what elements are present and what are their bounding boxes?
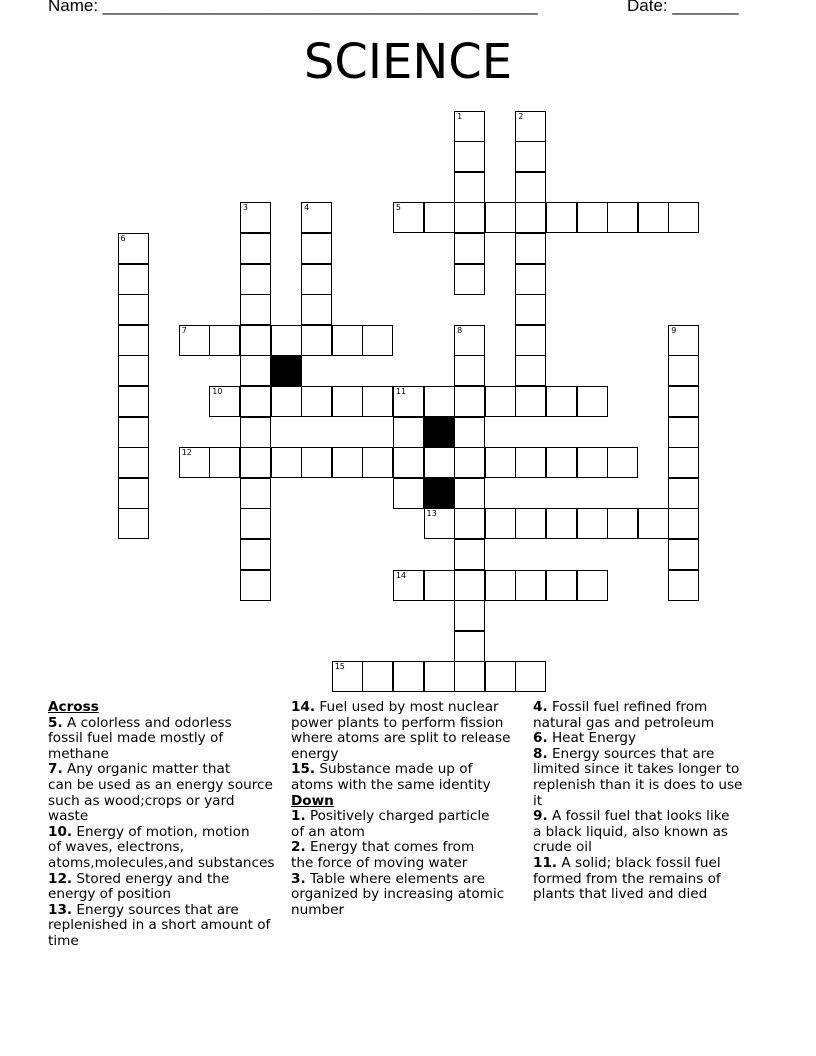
crossword-cell[interactable] — [240, 386, 271, 417]
crossword-cell[interactable] — [209, 325, 240, 356]
clue-number-label: 15 — [334, 662, 345, 672]
crossword-cell[interactable] — [485, 570, 516, 601]
crossword-cell[interactable] — [454, 386, 485, 417]
clue-number-label: 13 — [426, 509, 437, 519]
date-field[interactable]: Date: _______ — [627, 0, 739, 15]
clue-number: 4. — [533, 699, 548, 715]
crossword-cell[interactable] — [393, 417, 424, 448]
clue-text: Stored energy and the energy of position — [48, 870, 230, 903]
clue-number-label: 12 — [181, 448, 192, 458]
crossword-cell[interactable] — [577, 447, 608, 478]
clue-item — [533, 731, 773, 747]
name-field[interactable]: Name: ______________________________________________ — [48, 0, 538, 15]
crossword-cell[interactable] — [118, 508, 149, 539]
crossword-cell[interactable] — [240, 570, 271, 601]
crossword-cell[interactable] — [454, 631, 485, 662]
clue-text: Fuel used by most nuclear power plants to perform fission where atoms are split to release energy — [291, 699, 511, 762]
crossword-cell[interactable] — [179, 325, 210, 356]
crossword-cell[interactable] — [454, 355, 485, 386]
crossword-cell[interactable] — [515, 141, 546, 172]
crossword-cell[interactable] — [118, 417, 149, 448]
crossword-cell[interactable] — [362, 325, 393, 356]
crossword-cell[interactable] — [424, 661, 455, 692]
crossword-cell[interactable] — [668, 417, 699, 448]
clue-number-label: 6 — [120, 233, 126, 243]
crossword-cell[interactable] — [454, 111, 485, 142]
crossword-cell[interactable] — [577, 508, 608, 539]
clue-text: Energy of motion, motion of waves, electrons, atoms,molecules,and substances — [48, 823, 275, 871]
crossword-cell[interactable] — [271, 386, 302, 417]
crossword-cell[interactable] — [301, 447, 332, 478]
clue-text: Energy that comes from the force of moving water — [291, 839, 475, 871]
crossword-cell[interactable] — [515, 570, 546, 601]
crossword-cell[interactable] — [515, 386, 546, 417]
crossword-cell[interactable] — [424, 447, 455, 478]
crossword-cell[interactable] — [393, 447, 424, 478]
crossword-cell[interactable] — [240, 294, 271, 325]
crossword-cell[interactable] — [240, 233, 271, 264]
crossword-block — [424, 417, 455, 448]
crossword-cell[interactable] — [240, 508, 271, 539]
crossword-cell[interactable] — [485, 202, 516, 233]
crossword-cell[interactable] — [454, 325, 485, 356]
page-title: SCIENCE — [303, 34, 513, 90]
crossword-cell[interactable] — [118, 447, 149, 478]
crossword-cell[interactable] — [332, 386, 363, 417]
crossword-cell[interactable] — [577, 202, 608, 233]
clue-number: 9. — [533, 808, 548, 825]
crossword-cell[interactable] — [118, 478, 149, 509]
clue-number-label: 9 — [671, 325, 677, 335]
crossword-cell[interactable] — [240, 417, 271, 448]
crossword-cell[interactable] — [454, 447, 485, 478]
crossword-cell[interactable] — [240, 447, 271, 478]
crossword-cell[interactable] — [271, 325, 302, 356]
crossword-cell[interactable] — [668, 202, 699, 233]
crossword-cell[interactable] — [393, 570, 424, 601]
crossword-cell[interactable] — [271, 447, 302, 478]
crossword-cell[interactable] — [515, 202, 546, 233]
crossword-cell[interactable] — [546, 386, 577, 417]
crossword-cell[interactable] — [638, 202, 669, 233]
clue-number-label: 7 — [181, 325, 187, 335]
clue-text: A colorless and odorless fossil fuel made mostly of methane — [48, 714, 232, 762]
crossword-cell[interactable] — [332, 661, 363, 692]
crossword-cell[interactable] — [454, 539, 485, 570]
crossword-cell[interactable] — [118, 264, 149, 295]
clue-number: 2. — [291, 839, 306, 856]
crossword-cell[interactable] — [668, 325, 699, 356]
crossword-cell[interactable] — [668, 478, 699, 509]
crossword-cell[interactable] — [577, 386, 608, 417]
clue-number-label: 10 — [212, 386, 223, 396]
crossword-cell[interactable] — [546, 508, 577, 539]
clue-number: 14. — [291, 699, 316, 715]
crossword-cell[interactable] — [209, 386, 240, 417]
crossword-cell[interactable] — [668, 355, 699, 386]
clue-text: Fossil fuel refined from natural gas and petroleum — [533, 699, 715, 731]
crossword-cell[interactable] — [332, 447, 363, 478]
clue-item — [291, 872, 531, 919]
crossword-cell[interactable] — [485, 447, 516, 478]
crossword-cell[interactable] — [301, 294, 332, 325]
clue-item — [291, 700, 531, 762]
crossword-cell[interactable] — [668, 570, 699, 601]
crossword-cell[interactable] — [454, 233, 485, 264]
crossword-cell[interactable] — [546, 202, 577, 233]
clue-text: Energy sources that are replenished in a short amount of time — [48, 901, 271, 949]
crossword-cell[interactable] — [240, 355, 271, 386]
crossword-cell[interactable] — [577, 570, 608, 601]
clue-item — [48, 716, 288, 763]
clues-section — [0, 700, 816, 1000]
crossword-cell[interactable] — [668, 447, 699, 478]
crossword-cell[interactable] — [362, 447, 393, 478]
crossword-cell[interactable] — [454, 141, 485, 172]
clue-number: 6. — [533, 730, 548, 747]
clue-heading: Down — [291, 792, 334, 809]
crossword-cell[interactable] — [546, 570, 577, 601]
crossword-cell[interactable] — [362, 386, 393, 417]
crossword-cell[interactable] — [454, 661, 485, 692]
crossword-cell[interactable] — [454, 478, 485, 509]
crossword-cell[interactable] — [515, 325, 546, 356]
clue-text: Energy sources that are limited since it takes longer to replenish than it is does to use it — [533, 745, 743, 809]
crossword-cell[interactable] — [454, 172, 485, 203]
clues-column-2 — [291, 700, 531, 918]
clue-number-label: 4 — [304, 203, 310, 213]
crossword-cell[interactable] — [301, 325, 332, 356]
clue-number: 1. — [291, 808, 306, 825]
crossword-cell[interactable] — [118, 355, 149, 386]
clue-text: A solid; black fossil fuel formed from the remains of plants that lived and died — [533, 854, 721, 903]
clue-item — [48, 872, 288, 903]
clue-number-label: 2 — [518, 111, 524, 121]
crossword-cell[interactable] — [393, 386, 424, 417]
crossword-cell[interactable] — [424, 202, 455, 233]
crossword-cell[interactable] — [515, 111, 546, 142]
clue-item — [533, 700, 773, 731]
clue-text: Substance made up of atoms with the same identity — [291, 761, 491, 793]
crossword-cell[interactable] — [454, 508, 485, 539]
crossword-cell[interactable] — [301, 264, 332, 295]
crossword-cell[interactable] — [118, 325, 149, 356]
clue-number: 10. — [48, 823, 73, 840]
crossword-cell[interactable] — [424, 508, 455, 539]
crossword-cell[interactable] — [515, 264, 546, 295]
crossword-cell[interactable] — [515, 233, 546, 264]
clue-number: 15. — [291, 761, 316, 778]
crossword-cell[interactable] — [118, 386, 149, 417]
crossword-cell[interactable] — [424, 386, 455, 417]
crossword-cell[interactable] — [240, 264, 271, 295]
crossword-cell[interactable] — [485, 508, 516, 539]
clue-item — [48, 825, 288, 872]
clue-number-label: 11 — [395, 386, 407, 396]
crossword-cell[interactable] — [515, 661, 546, 692]
crossword-cell[interactable] — [301, 386, 332, 417]
clue-number: 3. — [291, 870, 306, 887]
crossword-cell[interactable] — [118, 294, 149, 325]
crossword-cell[interactable] — [515, 508, 546, 539]
crossword-cell[interactable] — [118, 233, 149, 264]
crossword-cell[interactable] — [240, 539, 271, 570]
crossword-cell[interactable] — [668, 386, 699, 417]
clue-text: Positively charged particle of an atom — [291, 808, 490, 840]
clue-item — [533, 856, 773, 903]
crossword-cell[interactable] — [515, 172, 546, 203]
crossword-cell[interactable] — [607, 447, 638, 478]
clue-item — [48, 762, 288, 824]
crossword-cell[interactable] — [362, 661, 393, 692]
crossword-cell[interactable] — [485, 386, 516, 417]
crossword-block — [271, 355, 302, 386]
crossword-cell[interactable] — [240, 478, 271, 509]
crossword-cell[interactable] — [546, 447, 577, 478]
clues-column-3 — [533, 700, 773, 903]
crossword-cell[interactable] — [240, 202, 271, 233]
crossword-cell[interactable] — [485, 661, 516, 692]
clue-number: 7. — [48, 761, 63, 778]
crossword-cell[interactable] — [393, 478, 424, 509]
clue-number-label: 14 — [395, 570, 407, 580]
crossword-cell[interactable] — [668, 539, 699, 570]
crossword-cell[interactable] — [515, 447, 546, 478]
crossword-cell[interactable] — [393, 661, 424, 692]
crossword-cell[interactable] — [424, 570, 455, 601]
crossword-cell[interactable] — [301, 202, 332, 233]
crossword-cell[interactable] — [301, 233, 332, 264]
crossword-cell[interactable] — [607, 508, 638, 539]
clue-number: 12. — [48, 870, 73, 887]
clue-number-label: 1 — [457, 111, 463, 121]
crossword-cell[interactable] — [393, 202, 424, 233]
crossword-cell[interactable] — [454, 264, 485, 295]
clue-text: Any organic matter that can be used as an energy source such as wood;crops or yard waste — [48, 761, 273, 825]
crossword-cell[interactable] — [515, 355, 546, 386]
crossword-cell[interactable] — [668, 508, 699, 539]
clue-text: Heat Energy — [547, 730, 637, 747]
clue-heading: Across — [48, 699, 99, 715]
crossword-cell[interactable] — [607, 202, 638, 233]
crossword-cell[interactable] — [454, 417, 485, 448]
clue-number: 8. — [533, 745, 548, 762]
crossword-cell[interactable] — [454, 570, 485, 601]
clue-item — [291, 840, 531, 871]
clue-number-label: 8 — [457, 325, 463, 335]
crossword-cell[interactable] — [515, 294, 546, 325]
clue-number: 11. — [533, 854, 558, 871]
clue-text: Table where elements are organized by increasing atomic number — [291, 870, 505, 918]
crossword-cell[interactable] — [454, 202, 485, 233]
clue-item — [533, 747, 773, 809]
clue-item — [291, 762, 531, 793]
crossword-cell[interactable] — [240, 325, 271, 356]
clues-column-1 — [48, 700, 288, 950]
clue-text: A fossil fuel that looks like a black liquid, also known as crude oil — [533, 808, 730, 856]
crossword-cell[interactable] — [454, 600, 485, 631]
crossword-block — [424, 478, 455, 509]
crossword-cell[interactable] — [638, 508, 669, 539]
clue-number: 13. — [48, 901, 73, 918]
crossword-cell[interactable] — [332, 325, 363, 356]
clue-item — [533, 809, 773, 856]
crossword-cell[interactable] — [179, 447, 210, 478]
clue-item — [48, 903, 288, 950]
clue-number: 5. — [48, 714, 63, 731]
clue-number-label: 5 — [395, 203, 401, 213]
crossword-cell[interactable] — [209, 447, 240, 478]
clue-number-label: 3 — [242, 203, 248, 213]
clue-item — [291, 809, 531, 840]
